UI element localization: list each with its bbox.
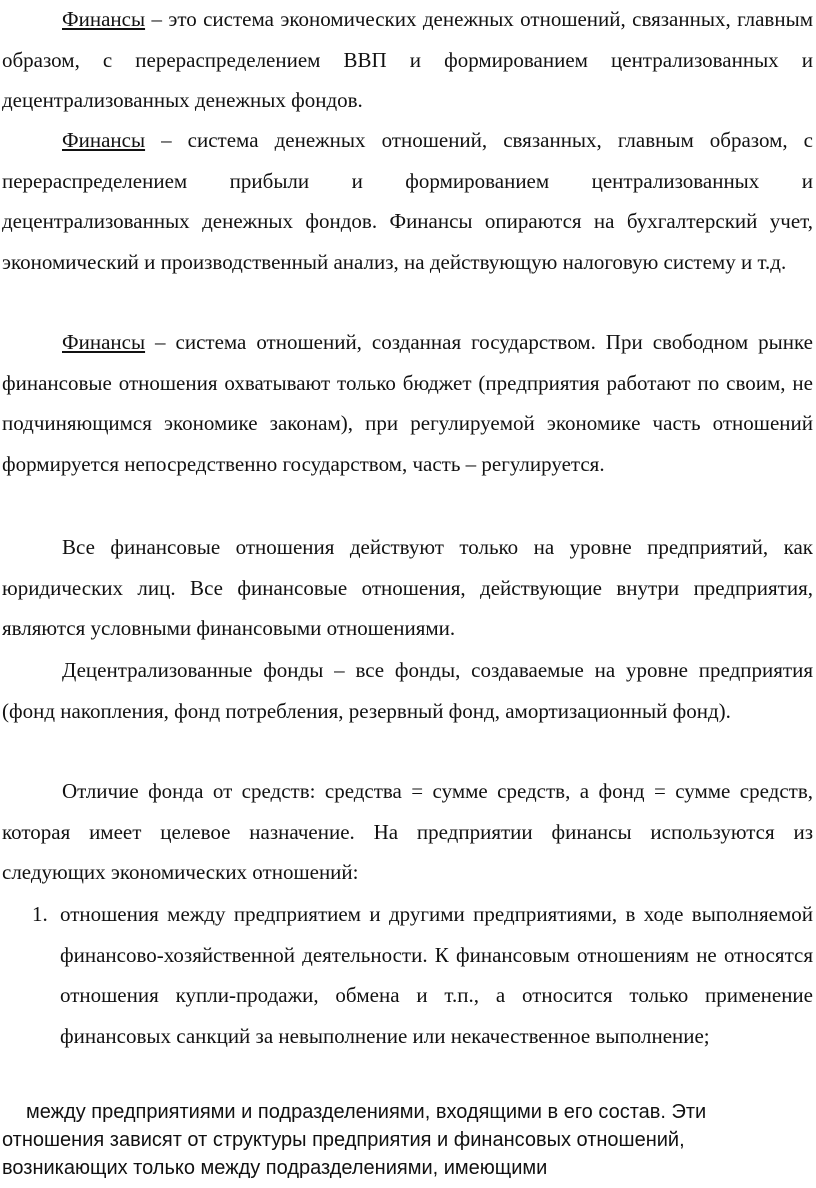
term-finance: Финансы: [62, 330, 146, 354]
paragraph-text: – это система экономических денежных отношений, связанных, главным образом, с перераспределением ВВП и формированием централизованных и децентрализованных денежных фондов.: [2, 7, 813, 112]
trailing-line: отношения зависят от структуры предприятия и финансовых отношений,: [2, 1129, 685, 1151]
paragraph-finance-definition-2: [2, 120, 813, 282]
term-finance: Финансы: [62, 7, 146, 31]
list-item-text: отношения между предприятием и другими предприятиями, в ходе выполняемой финансово-хозяйственной деятельности. К финансовым отношениям не относятся отношения купли-продажи, обмена и т.п., а относится только применение финансовых санкций за невыполнение или некачественное выполнение;: [60, 902, 813, 1048]
paragraph-finance-definition-1: [2, 0, 813, 121]
trailing-line: возникающих только между подразделениями, имеющими: [2, 1157, 548, 1179]
paragraph-text: – система отношений, созданная государством. При свободном рынке финансовые отношения охватывают только бюджет (предприятия работают по своим, не подчиняющимся экономике законам), при регулируемой экономике часть отношений формируется непосредственно государством, часть – регулируется.: [2, 330, 813, 476]
paragraph-text: – система денежных отношений, связанных, главным образом, с перераспределением прибыли и формированием централизованных и децентрализованных денежных фондов. Финансы опираются на бухгалтерский учет, экономический и производственный анализ, на действующую налоговую систему и т.д.: [2, 128, 813, 274]
trailing-line: между предприятиями и подразделениями, входящими в его состав. Эти: [26, 1101, 707, 1123]
paragraph-finance-definition-3: [2, 322, 813, 484]
paragraph-enterprise-relations: Все финансовые отношения действуют только на уровне предприятий, как юридических лиц. Все финансовые отношения, действующие внутри предприятия, являются условными финансовыми отношениями.: [2, 535, 813, 640]
trailing-paragraph: [2, 1098, 813, 1182]
list-item-number: 1.: [32, 902, 48, 926]
list-item: [0, 894, 813, 1056]
term-finance: Финансы: [62, 128, 146, 152]
paragraph-decentralized-funds: Децентрализованные фонды – все фонды, создаваемые на уровне предприятия (фонд накопления, фонд потребления, резервный фонд, амортизационный фонд).: [2, 658, 813, 723]
paragraph-fund-vs-means: Отличие фонда от средств: средства = сумме средств, а фонд = сумме средств, которая имеет целевое назначение. На предприятии финансы используются из следующих экономических отношений:: [2, 779, 813, 884]
numbered-list: [0, 894, 816, 1056]
